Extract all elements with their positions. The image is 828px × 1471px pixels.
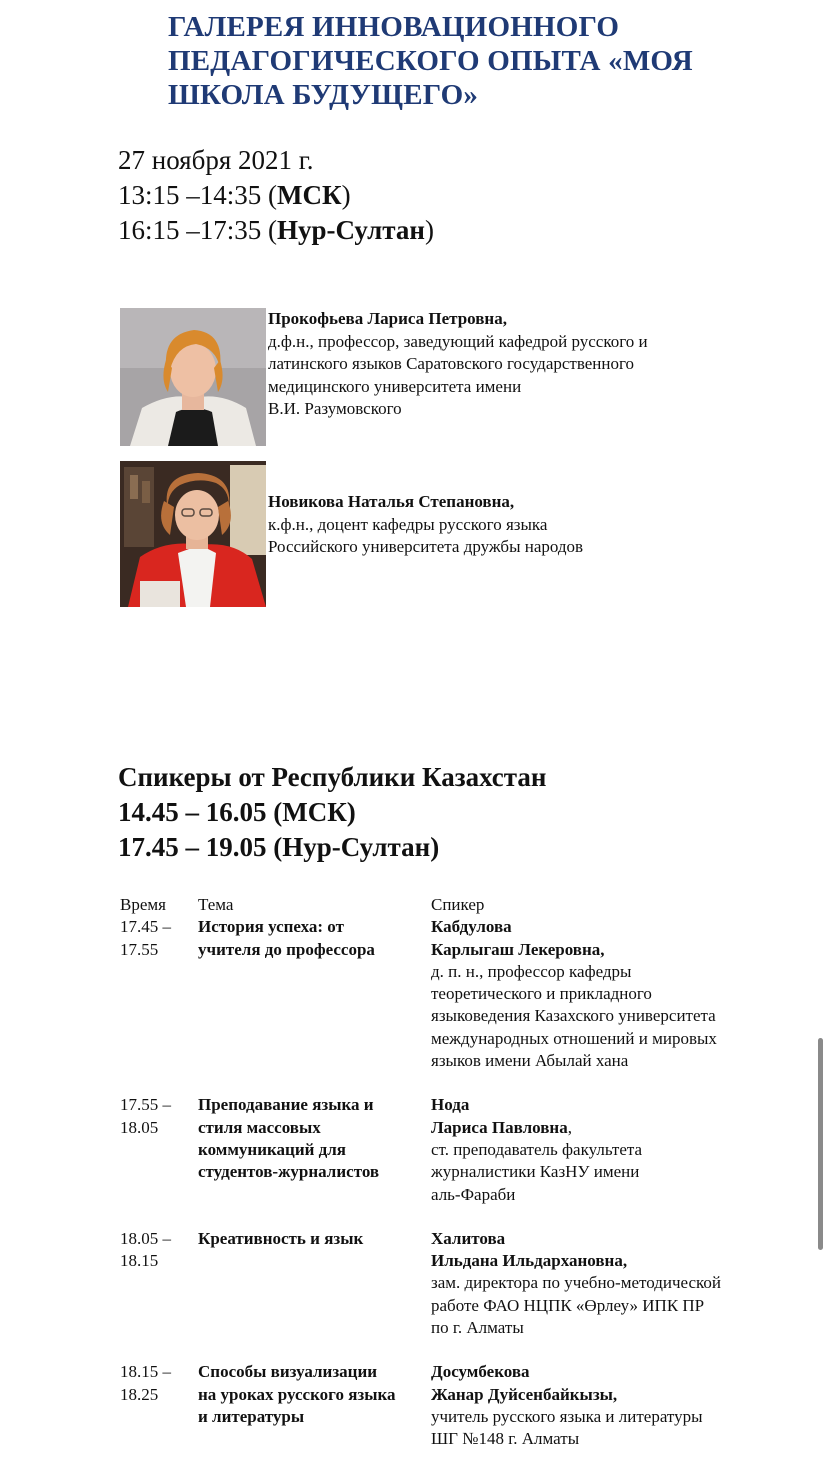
- time-range: 13:15 –14:35 (: [118, 180, 277, 210]
- time-close: ): [341, 180, 351, 210]
- speaker-description: [268, 308, 648, 421]
- topic-line: и литературы: [198, 1406, 305, 1426]
- header-time: Время: [120, 895, 166, 914]
- topic-line: Креативность и язык: [198, 1228, 364, 1248]
- page-title: [168, 10, 768, 112]
- time-line: 17.45 –: [120, 917, 171, 937]
- time-line: 17.55: [120, 939, 159, 959]
- speaker-name-line: Карлыгаш Лекеровна,: [431, 939, 605, 959]
- time-line: 18.25: [120, 1384, 159, 1404]
- speaker-info-line: зам. директора по учебно-методической: [431, 1273, 722, 1293]
- row-speaker: [431, 1094, 776, 1205]
- event-datetime: [118, 143, 434, 248]
- section-heading: [118, 760, 546, 865]
- speaker-info-line: теоретического и прикладного: [431, 984, 652, 1004]
- title-line: ПЕДАГОГИЧЕСКОГО ОПЫТА «МОЯ: [168, 45, 693, 77]
- speaker-info-line: латинского языков Саратовского государственного: [268, 354, 635, 373]
- topic-line: История успеха: от: [198, 917, 344, 937]
- speaker-info-line: учитель русского языка и литературы: [431, 1406, 703, 1426]
- row-speaker: [431, 1228, 776, 1339]
- speaker-name-line: Кабдулова: [431, 917, 512, 937]
- header-speaker: Спикер: [431, 895, 485, 914]
- speaker-name-line: Нода: [431, 1095, 470, 1115]
- title-line: ШКОЛА БУДУЩЕГО»: [168, 79, 479, 111]
- topic-line: стиля массовых: [198, 1117, 321, 1137]
- speaker-name-line: Досумбекова: [431, 1362, 530, 1382]
- event-date: 27 ноября 2021 г.: [118, 145, 314, 175]
- section-time-nursultan: 17.45 – 19.05 (Нур-Султан): [118, 832, 440, 862]
- speaker-name-line: Ильдана Ильдархановна,: [431, 1251, 628, 1271]
- time-range: 16:15 –17:35 (: [118, 215, 277, 245]
- topic-line: студентов-журналистов: [198, 1162, 380, 1182]
- time-line: 18.15: [120, 1251, 159, 1271]
- speaker-name: Новикова Наталья Степановна,: [268, 492, 515, 511]
- speaker-info-line: языков имени Абылай хана: [431, 1051, 629, 1071]
- speaker-info-line: работе ФАО НЦПК «Өрлеу» ИПК ПР: [431, 1295, 705, 1315]
- schedule-table: [120, 894, 780, 1451]
- row-topic: [198, 916, 431, 1072]
- row-topic: [198, 1094, 431, 1205]
- speaker-name-line: [431, 1117, 776, 1139]
- table-row: [120, 1228, 780, 1339]
- time-line: 18.05: [120, 1117, 159, 1137]
- speaker-card-novikova: [120, 461, 760, 607]
- table-row: [120, 1361, 780, 1450]
- speaker-info-line: аль-Фараби: [431, 1184, 516, 1204]
- table-header: [120, 894, 780, 916]
- speaker-info-line: по г. Алматы: [431, 1318, 524, 1338]
- topic-line: Способы визуализации: [198, 1362, 378, 1382]
- speaker-description: [268, 491, 583, 559]
- topic-line: Преподавание языка и: [198, 1095, 374, 1115]
- speaker-info-line: д. п. н., профессор кафедры: [431, 961, 632, 981]
- time-close: ): [424, 215, 434, 245]
- speaker-card-prokofieva: [120, 308, 760, 446]
- speaker-name: Прокофьева Лариса Петровна,: [268, 309, 507, 328]
- row-topic: [198, 1361, 431, 1450]
- speaker-photo: [120, 461, 266, 607]
- speaker-info-line: В.И. Разумовского: [268, 399, 402, 418]
- header-topic: Тема: [198, 895, 234, 914]
- time-line: 18.15 –: [120, 1362, 171, 1382]
- speaker-name-line: Халитова: [431, 1228, 506, 1248]
- speaker-name-tail: ,: [567, 1117, 572, 1137]
- speaker-name-line: Жанар Дуйсенбайкызы,: [431, 1384, 618, 1404]
- speaker-info-line: журналистики КазНУ имени: [431, 1162, 640, 1182]
- row-time: [120, 1228, 198, 1339]
- speaker-info-line: медицинского университета имени: [268, 376, 522, 396]
- topic-line: учителя до профессора: [198, 939, 375, 959]
- speaker-info-line: д.ф.н., профессор, заведующий кафедрой русского и: [268, 331, 648, 351]
- event-time-nursultan: [118, 213, 434, 248]
- speaker-name-bold: Лариса Павловна: [431, 1117, 568, 1137]
- table-row: [120, 1094, 780, 1205]
- time-zone: Нур-Султан: [277, 215, 425, 245]
- scrollbar[interactable]: [818, 1038, 823, 1250]
- speaker-info-line: Российского университета дружбы народов: [268, 537, 584, 556]
- row-time: [120, 916, 198, 1072]
- speaker-info-line: языковедения Казахского университета: [431, 1006, 716, 1026]
- row-time: [120, 1094, 198, 1205]
- topic-line: коммуникаций для: [198, 1139, 347, 1159]
- time-line: 17.55 –: [120, 1095, 171, 1115]
- row-time: [120, 1361, 198, 1450]
- row-topic: [198, 1228, 431, 1339]
- event-time-msk: [118, 178, 434, 213]
- row-speaker: [431, 1361, 776, 1450]
- time-zone: МСК: [277, 180, 342, 210]
- section-title: Спикеры от Республики Казахстан: [118, 762, 547, 792]
- section-time-msk: 14.45 – 16.05 (МСК): [118, 797, 356, 827]
- time-line: 18.05 –: [120, 1228, 171, 1248]
- speaker-info-line: ШГ №148 г. Алматы: [431, 1429, 580, 1449]
- speaker-info-line: ст. преподаватель факультета: [431, 1139, 643, 1159]
- topic-line: на уроках русского языка: [198, 1384, 396, 1404]
- speaker-info-line: международных отношений и мировых: [431, 1028, 717, 1048]
- table-row: [120, 916, 780, 1072]
- row-speaker: [431, 916, 776, 1072]
- title-line: ГАЛЕРЕЯ ИННОВАЦИОННОГО: [168, 11, 620, 43]
- speaker-info-line: к.ф.н., доцент кафедры русского языка: [268, 514, 548, 534]
- speaker-photo: [120, 308, 266, 446]
